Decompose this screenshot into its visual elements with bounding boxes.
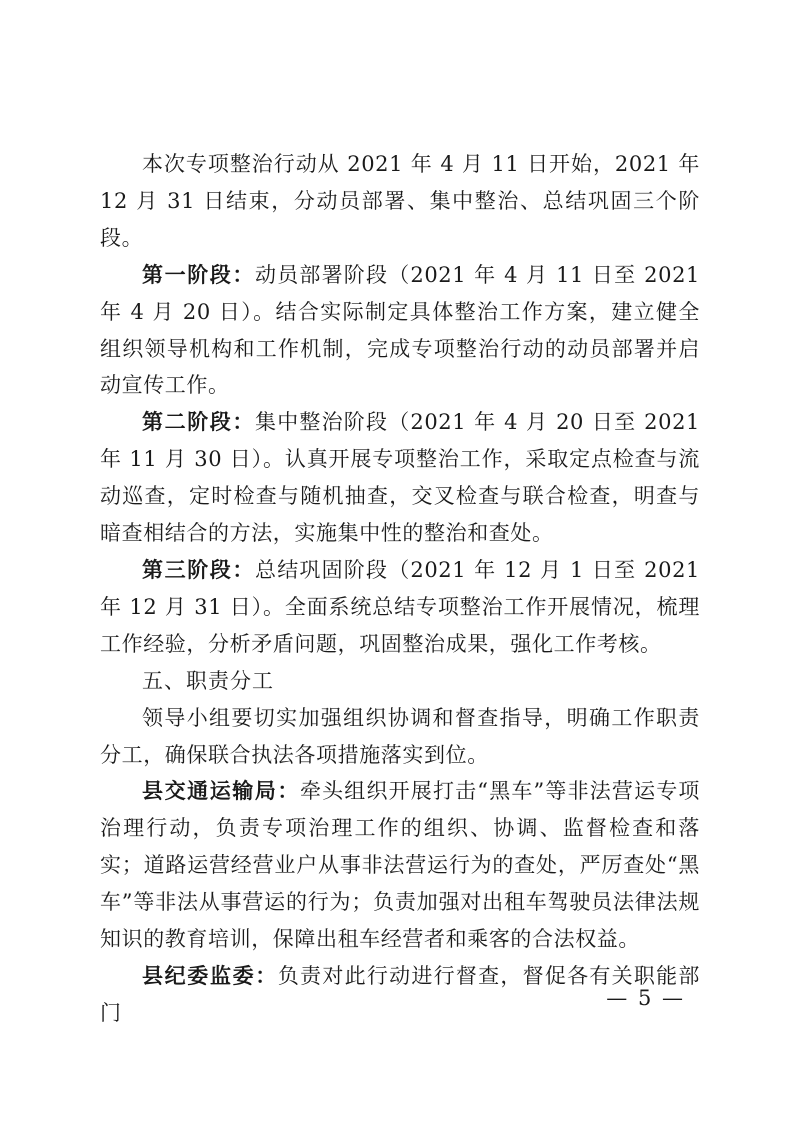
paragraph-transport-bureau xyxy=(100,773,700,958)
paragraph-schedule xyxy=(100,146,700,257)
paragraph-responsibilities xyxy=(100,700,700,774)
paragraph-phase-three xyxy=(100,552,700,663)
discipline-commission-label: 县纪委监委： xyxy=(142,963,278,988)
phase-two-text: 集中整治阶段（2021 年 4 月 20 日至 2021 年 11 月 30 日）。认真开展专项整治工作，采取定点检查与流动巡查，定时检查与随机抽查，交叉检查与联合检查，明查与暗查相结合的方法，实施集中性的整治和查处。 xyxy=(100,410,700,546)
phase-two-label: 第二阶段： xyxy=(142,410,255,435)
paragraph-text: 本次专项整治行动从 2021 年 4 月 11 日开始，2021 年 12 月 31 日结束，分动员部署、集中整治、总结巩固三个阶段。 xyxy=(100,152,700,250)
responsibilities-text: 领导小组要切实加强组织协调和督查指导，明确工作职责分工，确保联合执法各项措施落实到位。 xyxy=(100,705,700,767)
document-body xyxy=(100,146,700,1032)
paragraph-phase-two xyxy=(100,404,700,552)
transport-bureau-label: 县交通运输局： xyxy=(142,779,300,804)
phase-one-label: 第一阶段： xyxy=(142,262,255,287)
paragraph-phase-one xyxy=(100,257,700,405)
discipline-commission-text: 负责对此行动进行督查，督促各有关职能部门 xyxy=(100,963,700,1025)
transport-bureau-text: 牵头组织开展打击“黑车”等非法营运专项治理行动，负责专项治理工作的组织、协调、监督检查和落实；道路运营经营业户从事非法营运行为的查处，严厉查处“黑车”等非法从事营运的行为；负责加强对出租车驾驶员法律法规知识的教育培训，保障出租车经营者和乘客的合法权益。 xyxy=(100,779,701,952)
phase-three-text: 总结巩固阶段（2021 年 12 月 1 日至 2021 年 12 月 31 日）。全面系统总结专项整治工作开展情况，梳理工作经验，分析矛盾问题，巩固整治成果，强化工作考核。 xyxy=(100,557,700,656)
phase-three-label: 第三阶段： xyxy=(142,557,255,582)
section-heading: 五、职责分工 xyxy=(142,668,274,693)
page-number: — 5 — xyxy=(606,986,685,1010)
phase-one-text: 动员部署阶段（2021 年 4 月 11 日至 2021 年 4 月 20 日）。结合实际制定具体整治工作方案，建立健全组织领导机构和工作机制，完成专项整治行动的动员部署并启动宣传工作。 xyxy=(100,262,700,398)
